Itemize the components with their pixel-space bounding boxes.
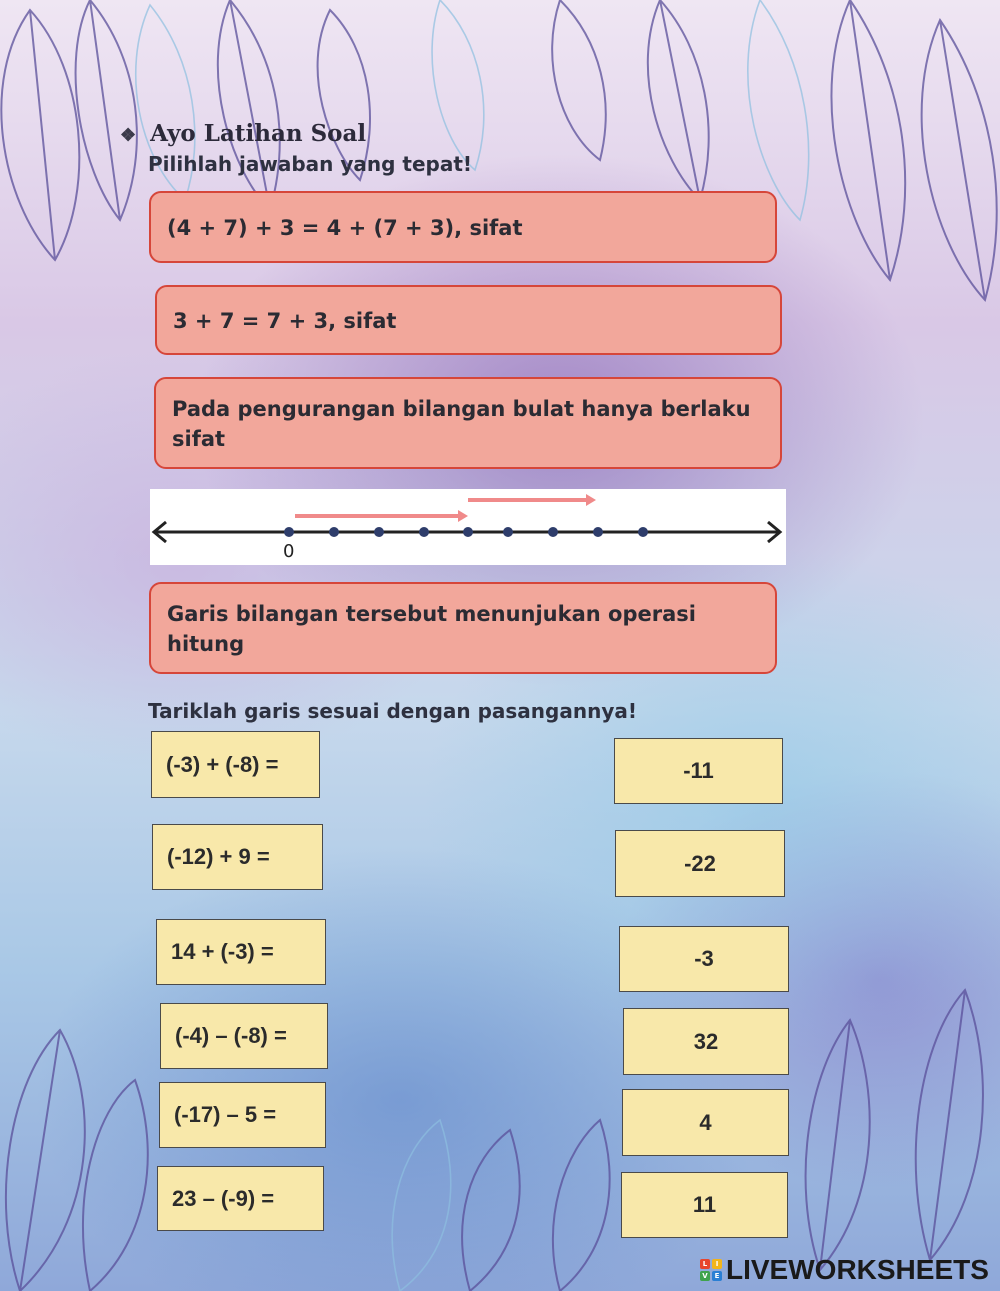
expression-box-6[interactable]: 23 – (-9) = xyxy=(157,1166,324,1231)
tick-dot xyxy=(374,527,384,537)
question-associative[interactable]: (4 + 7) + 3 = 4 + (7 + 3), sifat xyxy=(149,191,777,263)
answer-box-3[interactable]: -3 xyxy=(619,926,789,992)
tick-dot xyxy=(503,527,513,537)
liveworksheets-brand[interactable] xyxy=(700,1255,989,1285)
answer-box-2[interactable]: -22 xyxy=(615,830,785,897)
leaf-decoration-bottom xyxy=(6,990,983,1291)
answer-box-6[interactable]: 11 xyxy=(621,1172,788,1238)
zero-label: 0 xyxy=(283,541,295,562)
diamond-bullet-icon: ❖ xyxy=(120,125,137,146)
logo-letter-i: I xyxy=(712,1259,722,1269)
jump-arrow-1-head xyxy=(458,510,468,522)
question-number-line-operation[interactable]: Garis bilangan tersebut menunjukan operasi hitung xyxy=(149,582,777,674)
tick-dot xyxy=(463,527,473,537)
expression-box-1[interactable]: (-3) + (-8) = xyxy=(151,731,320,798)
answer-box-1[interactable]: -11 xyxy=(614,738,783,804)
tick-dot xyxy=(638,527,648,537)
answer-box-5[interactable]: 4 xyxy=(622,1089,789,1156)
tick-dot xyxy=(548,527,558,537)
expression-box-4[interactable]: (-4) – (-8) = xyxy=(160,1003,328,1069)
section-title: Ayo Latihan Soal xyxy=(150,120,367,147)
liveworksheets-logo-icon xyxy=(700,1259,722,1281)
answer-box-4[interactable]: 32 xyxy=(623,1008,789,1075)
tick-dot xyxy=(593,527,603,537)
expression-box-5[interactable]: (-17) – 5 = xyxy=(159,1082,326,1148)
section-heading xyxy=(120,120,366,147)
instruction-choose: Pilihlah jawaban yang tepat! xyxy=(148,152,473,176)
tick-dot xyxy=(284,527,294,537)
logo-letter-l: L xyxy=(700,1259,710,1269)
number-line xyxy=(150,489,786,565)
instruction-match: Tariklah garis sesuai dengan pasangannya! xyxy=(148,699,637,723)
expression-box-3[interactable]: 14 + (-3) = xyxy=(156,919,326,985)
question-subtraction-property[interactable]: Pada pengurangan bilangan bulat hanya berlaku sifat xyxy=(154,377,782,469)
brand-name: LIVEWORKSHEETS xyxy=(726,1254,989,1285)
question-commutative[interactable]: 3 + 7 = 7 + 3, sifat xyxy=(155,285,782,355)
expression-box-2[interactable]: (-12) + 9 = xyxy=(152,824,323,890)
tick-dot xyxy=(329,527,339,537)
tick-dot xyxy=(419,527,429,537)
logo-letter-v: V xyxy=(700,1271,710,1281)
jump-arrow-2-head xyxy=(586,494,596,506)
number-line-figure xyxy=(150,489,786,565)
logo-letter-e: E xyxy=(712,1271,722,1281)
